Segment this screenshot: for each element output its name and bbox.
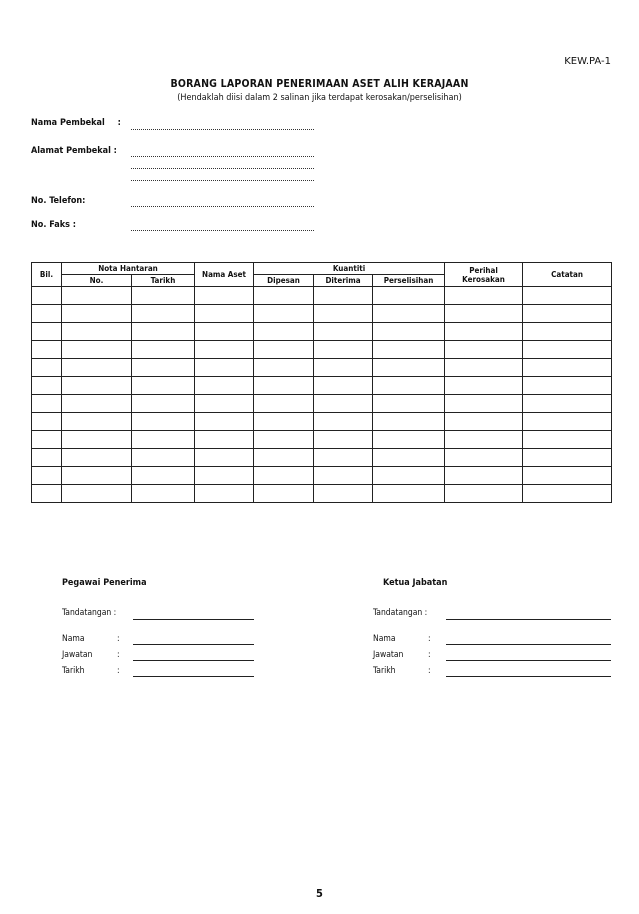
table-cell[interactable] — [523, 467, 612, 485]
table-cell[interactable] — [523, 341, 612, 359]
fax-line[interactable] — [131, 230, 314, 231]
table-cell[interactable] — [445, 305, 523, 323]
table-cell[interactable] — [132, 359, 195, 377]
table-cell[interactable] — [373, 431, 445, 449]
table-cell[interactable] — [195, 359, 254, 377]
table-cell[interactable] — [132, 413, 195, 431]
table-cell[interactable] — [445, 287, 523, 305]
table-cell[interactable] — [314, 305, 373, 323]
table-body — [32, 287, 612, 503]
table-cell[interactable] — [32, 467, 62, 485]
col-nama-aset: Nama Aset — [195, 263, 254, 287]
table-cell[interactable] — [314, 287, 373, 305]
table-cell[interactable] — [62, 341, 132, 359]
table-cell[interactable] — [373, 359, 445, 377]
phone-label: No. Telefon: — [31, 196, 86, 206]
table-cell[interactable] — [373, 377, 445, 395]
table-cell[interactable] — [254, 341, 314, 359]
left-position-colon: : — [117, 650, 120, 660]
supplier-name-line[interactable] — [131, 129, 314, 130]
table-cell[interactable] — [62, 323, 132, 341]
table-cell[interactable] — [32, 287, 62, 305]
right-signature-label: Tandatangan : — [373, 608, 428, 618]
table-row — [32, 485, 612, 503]
table-cell[interactable] — [373, 287, 445, 305]
table-cell[interactable] — [62, 395, 132, 413]
left-position-label: Jawatan — [62, 650, 93, 660]
table-cell[interactable] — [195, 485, 254, 503]
table-cell[interactable] — [32, 431, 62, 449]
table-row — [32, 305, 612, 323]
table-cell[interactable] — [314, 377, 373, 395]
table-cell[interactable] — [62, 431, 132, 449]
table-cell[interactable] — [373, 485, 445, 503]
col-kuantiti: Kuantiti — [254, 263, 445, 275]
page-number: 5 — [316, 887, 323, 900]
table-cell[interactable] — [195, 467, 254, 485]
table-cell[interactable] — [32, 359, 62, 377]
right-date-colon: : — [428, 666, 431, 676]
table-cell[interactable] — [62, 359, 132, 377]
table-cell[interactable] — [132, 323, 195, 341]
table-cell[interactable] — [32, 341, 62, 359]
table-cell[interactable] — [32, 485, 62, 503]
table-cell[interactable] — [32, 413, 62, 431]
table-cell[interactable] — [254, 395, 314, 413]
table-cell[interactable] — [132, 449, 195, 467]
table-cell[interactable] — [523, 395, 612, 413]
receipt-table — [31, 262, 612, 503]
right-date-label: Tarikh — [373, 666, 396, 676]
table-cell[interactable] — [373, 323, 445, 341]
col-bil: Bil. — [32, 263, 62, 287]
table-cell[interactable] — [254, 467, 314, 485]
table-cell[interactable] — [445, 413, 523, 431]
table-cell[interactable] — [195, 341, 254, 359]
table-row — [32, 395, 612, 413]
table-cell[interactable] — [62, 449, 132, 467]
table-cell[interactable] — [445, 395, 523, 413]
table-cell[interactable] — [314, 395, 373, 413]
table-cell[interactable] — [195, 305, 254, 323]
supplier-address-line-1[interactable] — [131, 156, 314, 157]
table-cell[interactable] — [373, 341, 445, 359]
table-row — [32, 431, 612, 449]
supplier-name-label — [31, 118, 121, 128]
table-cell[interactable] — [132, 341, 195, 359]
table-cell[interactable] — [254, 287, 314, 305]
left-date-line[interactable] — [133, 676, 254, 677]
phone-line[interactable] — [131, 206, 314, 207]
table-cell[interactable] — [254, 359, 314, 377]
right-position-line[interactable] — [446, 660, 611, 661]
form-code: KEW.PA-1 — [564, 56, 611, 67]
right-name-colon: : — [428, 634, 431, 644]
table-cell[interactable] — [132, 377, 195, 395]
table-cell[interactable] — [254, 377, 314, 395]
table-cell[interactable] — [314, 341, 373, 359]
right-name-line[interactable] — [446, 644, 611, 645]
col-no: No. — [62, 275, 132, 287]
table-cell[interactable] — [314, 485, 373, 503]
table-cell[interactable] — [445, 431, 523, 449]
col-nota-hantaran: Nota Hantaran — [62, 263, 195, 275]
table-cell[interactable] — [314, 449, 373, 467]
table-row — [32, 341, 612, 359]
table-cell[interactable] — [445, 359, 523, 377]
left-date-label: Tarikh — [62, 666, 85, 676]
table-cell[interactable] — [62, 413, 132, 431]
left-date-colon: : — [117, 666, 120, 676]
right-signature-line[interactable] — [446, 619, 611, 620]
table-row — [32, 449, 612, 467]
table-cell[interactable] — [254, 305, 314, 323]
left-signature-label: Tandatangan : — [62, 608, 117, 618]
supplier-address-line-3[interactable] — [131, 180, 314, 181]
table-cell[interactable] — [195, 413, 254, 431]
supplier-address-line-2[interactable] — [131, 168, 314, 169]
table-cell[interactable] — [314, 323, 373, 341]
table-cell[interactable] — [254, 413, 314, 431]
left-name-label: Nama — [62, 634, 85, 644]
table-cell[interactable] — [523, 287, 612, 305]
head-of-department-title: Ketua Jabatan — [383, 578, 448, 588]
col-perselisihan: Perselisihan — [373, 275, 445, 287]
table-cell[interactable] — [195, 287, 254, 305]
col-diterima: Diterima — [314, 275, 373, 287]
col-kerosakan: Kerosakan — [462, 274, 505, 284]
table-row — [32, 413, 612, 431]
table-cell[interactable] — [32, 323, 62, 341]
table-cell[interactable] — [32, 377, 62, 395]
table-cell[interactable] — [523, 413, 612, 431]
supplier-name-text: Nama Pembekal — [31, 118, 105, 128]
form-title: BORANG LAPORAN PENERIMAAN ASET ALIH KERAJAAN — [170, 78, 469, 90]
table-cell[interactable] — [62, 305, 132, 323]
table-cell[interactable] — [195, 377, 254, 395]
table-cell[interactable] — [195, 431, 254, 449]
table-cell[interactable] — [254, 449, 314, 467]
right-position-colon: : — [428, 650, 431, 660]
table-cell[interactable] — [132, 395, 195, 413]
table-cell[interactable] — [32, 395, 62, 413]
receiving-officer-title: Pegawai Penerima — [62, 578, 147, 588]
table-cell[interactable] — [195, 395, 254, 413]
table-cell[interactable] — [314, 359, 373, 377]
supplier-address-label: Alamat Pembekal : — [31, 146, 117, 156]
table-cell[interactable] — [62, 377, 132, 395]
col-tarikh: Tarikh — [132, 275, 195, 287]
table-cell[interactable] — [445, 485, 523, 503]
table-cell[interactable] — [445, 449, 523, 467]
table-cell[interactable] — [445, 377, 523, 395]
table-cell[interactable] — [62, 287, 132, 305]
right-position-label: Jawatan — [373, 650, 404, 660]
table-row — [32, 323, 612, 341]
table-cell[interactable] — [523, 323, 612, 341]
table-cell[interactable] — [314, 413, 373, 431]
table-cell[interactable] — [132, 287, 195, 305]
table-cell[interactable] — [62, 485, 132, 503]
table-cell[interactable] — [373, 305, 445, 323]
left-position-line[interactable] — [133, 660, 254, 661]
table-row — [32, 287, 612, 305]
table-cell[interactable] — [62, 467, 132, 485]
right-date-line[interactable] — [446, 676, 611, 677]
table-cell[interactable] — [195, 323, 254, 341]
col-dipesan: Dipesan — [254, 275, 314, 287]
table-cell[interactable] — [445, 341, 523, 359]
table-cell[interactable] — [523, 359, 612, 377]
table-cell[interactable] — [132, 305, 195, 323]
left-name-colon: : — [117, 634, 120, 644]
table-cell[interactable] — [314, 467, 373, 485]
table-cell[interactable] — [195, 449, 254, 467]
left-signature-line[interactable] — [133, 619, 254, 620]
form-subtitle: (Hendaklah diisi dalam 2 salinan jika terdapat kerosakan/perselisihan) — [177, 93, 462, 103]
table-cell[interactable] — [445, 323, 523, 341]
col-catatan: Catatan — [523, 263, 612, 287]
col-perihal: Perihal — [469, 265, 498, 275]
col-perihal-kerosakan — [445, 263, 523, 287]
table-cell[interactable] — [373, 395, 445, 413]
left-name-line[interactable] — [133, 644, 254, 645]
table-cell[interactable] — [523, 377, 612, 395]
table-cell[interactable] — [132, 431, 195, 449]
right-name-label: Nama — [373, 634, 396, 644]
table-cell[interactable] — [523, 431, 612, 449]
table-cell[interactable] — [373, 413, 445, 431]
table-cell[interactable] — [132, 467, 195, 485]
table-cell[interactable] — [314, 431, 373, 449]
table-cell[interactable] — [132, 485, 195, 503]
table-row — [32, 359, 612, 377]
table-cell[interactable] — [523, 305, 612, 323]
table-row — [32, 467, 612, 485]
table-cell[interactable] — [32, 449, 62, 467]
table-cell[interactable] — [523, 485, 612, 503]
table-cell[interactable] — [254, 323, 314, 341]
supplier-name-colon: : — [117, 118, 121, 128]
table-cell[interactable] — [254, 485, 314, 503]
table-cell[interactable] — [445, 467, 523, 485]
table-cell[interactable] — [32, 305, 62, 323]
table-cell[interactable] — [373, 449, 445, 467]
table-cell[interactable] — [254, 431, 314, 449]
table-row — [32, 377, 612, 395]
fax-label: No. Faks : — [31, 220, 76, 230]
table-cell[interactable] — [373, 467, 445, 485]
table-cell[interactable] — [523, 449, 612, 467]
